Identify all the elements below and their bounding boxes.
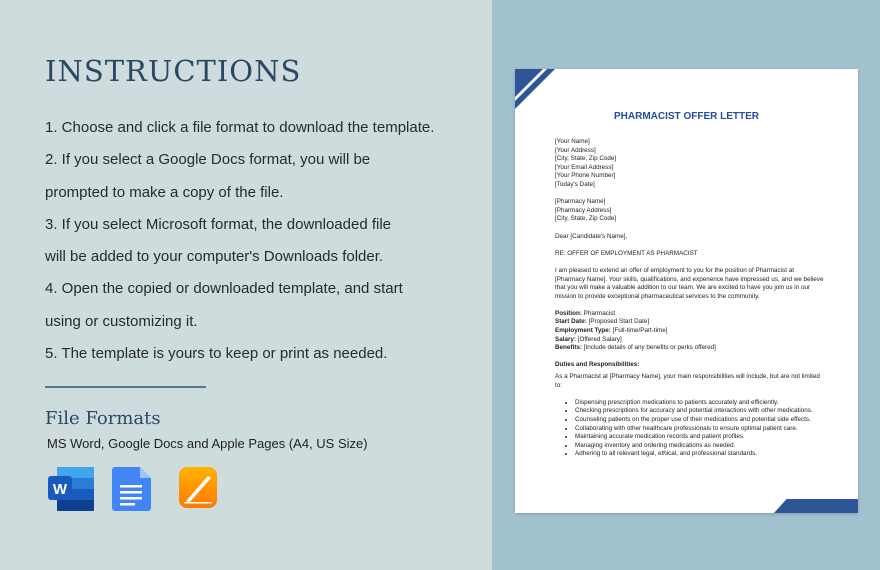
apple-pages-icon[interactable] (174, 467, 220, 511)
sender-line: [Your Email Address] (555, 163, 614, 171)
detail-value: [Proposed Start Date] (586, 318, 650, 326)
detail-value: [Full-time/Part-time] (610, 327, 668, 335)
duty-item: • Managing inventory and ordering medications as needed. (575, 442, 825, 451)
instruction-line: using or customizing it. (45, 312, 198, 330)
detail-label: Benefits: (555, 344, 582, 352)
instruction-line: 5. The template is yours to keep or print as needed. (45, 345, 388, 363)
document-body (555, 138, 825, 459)
details-block (555, 310, 825, 353)
duty-item: • Adhering to all relevant legal, ethical, and professional standards. (575, 450, 825, 459)
instruction-line: 4. Open the copied or downloaded template, and start (45, 280, 403, 298)
sender-line: [Your Address] (555, 146, 596, 154)
detail-label: Position: (555, 309, 582, 317)
instruction-line: will be added to your computer's Downloads folder. (45, 248, 384, 266)
duties-intro: As a Pharmacist at [Pharmacy Name], your main responsibilities will include, but are not limited to: (555, 373, 820, 389)
instructions-list (45, 112, 485, 370)
document-preview (515, 69, 858, 513)
intro-paragraph: I am pleased to extend an offer of employment to you for the position of Pharmacist at [Pharmacy Name]. Your skills, qualifications, and experience have impressed us, and we believe that you will make a valuable addition to our team. We are excited to have you join us in our mission to provide exceptional pharmaceutical services to the community. (555, 266, 824, 300)
recipient-line: [Pharmacy Name] (555, 198, 606, 206)
salutation: Dear [Candidate's Name], (555, 232, 628, 240)
svg-text:W: W (52, 481, 68, 498)
instruction-line: prompted to make a copy of the file. (45, 183, 284, 201)
sender-line: [Today's Date] (555, 180, 595, 188)
duties-heading: Duties and Responsibilities: (555, 361, 640, 369)
detail-value: [Include details of any benefits or perks offered] (581, 344, 716, 352)
ms-word-icon[interactable] (48, 467, 94, 511)
instruction-line: 1. Choose and click a file format to download the template. (45, 119, 435, 136)
sender-block (555, 138, 825, 190)
re-line: RE: OFFER OF EMPLOYMENT AS PHARMACIST (555, 249, 698, 257)
recipient-line: [Pharmacy Address] (555, 206, 612, 214)
detail-label: Employment Type: (555, 327, 611, 335)
duties-list (567, 399, 825, 459)
instruction-line: 2. If you select a Google Docs format, you will be (45, 151, 371, 169)
google-docs-icon[interactable] (111, 467, 157, 511)
footer-decoration (774, 499, 858, 513)
duty-item: • Counseling patients on the proper use of their medications and potential side effects. (575, 416, 825, 425)
duty-item: • Maintaining accurate medication records and patient profiles. (575, 433, 825, 442)
document-title: PHARMACIST OFFER LETTER (614, 111, 759, 122)
detail-label: Salary: (555, 335, 577, 343)
detail-value: [Offered Salary] (576, 335, 622, 343)
duty-item: • Checking prescriptions for accuracy and potential interactions with other medications. (575, 407, 825, 416)
recipient-block (555, 198, 825, 224)
sender-line: [Your Phone Number] (555, 172, 616, 180)
file-formats-description: MS Word, Google Docs and Apple Pages (A4, US Size) (47, 436, 368, 451)
duty-item: • Dispensing prescription medications to patients accurately and efficiently. (575, 399, 825, 408)
recipient-line: [City, State, Zip Code] (555, 215, 617, 223)
corner-decoration-inner (515, 69, 543, 97)
detail-label: Start Date: (555, 318, 587, 326)
instruction-line: 3. If you select Microsoft format, the downloaded file (45, 215, 392, 233)
sender-line: [City, State, Zip Code] (555, 155, 617, 163)
sender-line: [Your Name] (555, 138, 590, 145)
instructions-title: INSTRUCTIONS (45, 54, 302, 88)
divider (45, 386, 206, 388)
duty-item: • Collaborating with other healthcare professionals to ensure optimal patient care. (575, 425, 825, 434)
file-formats-title: File Formats (45, 408, 161, 429)
detail-value: Pharmacist (581, 309, 616, 317)
